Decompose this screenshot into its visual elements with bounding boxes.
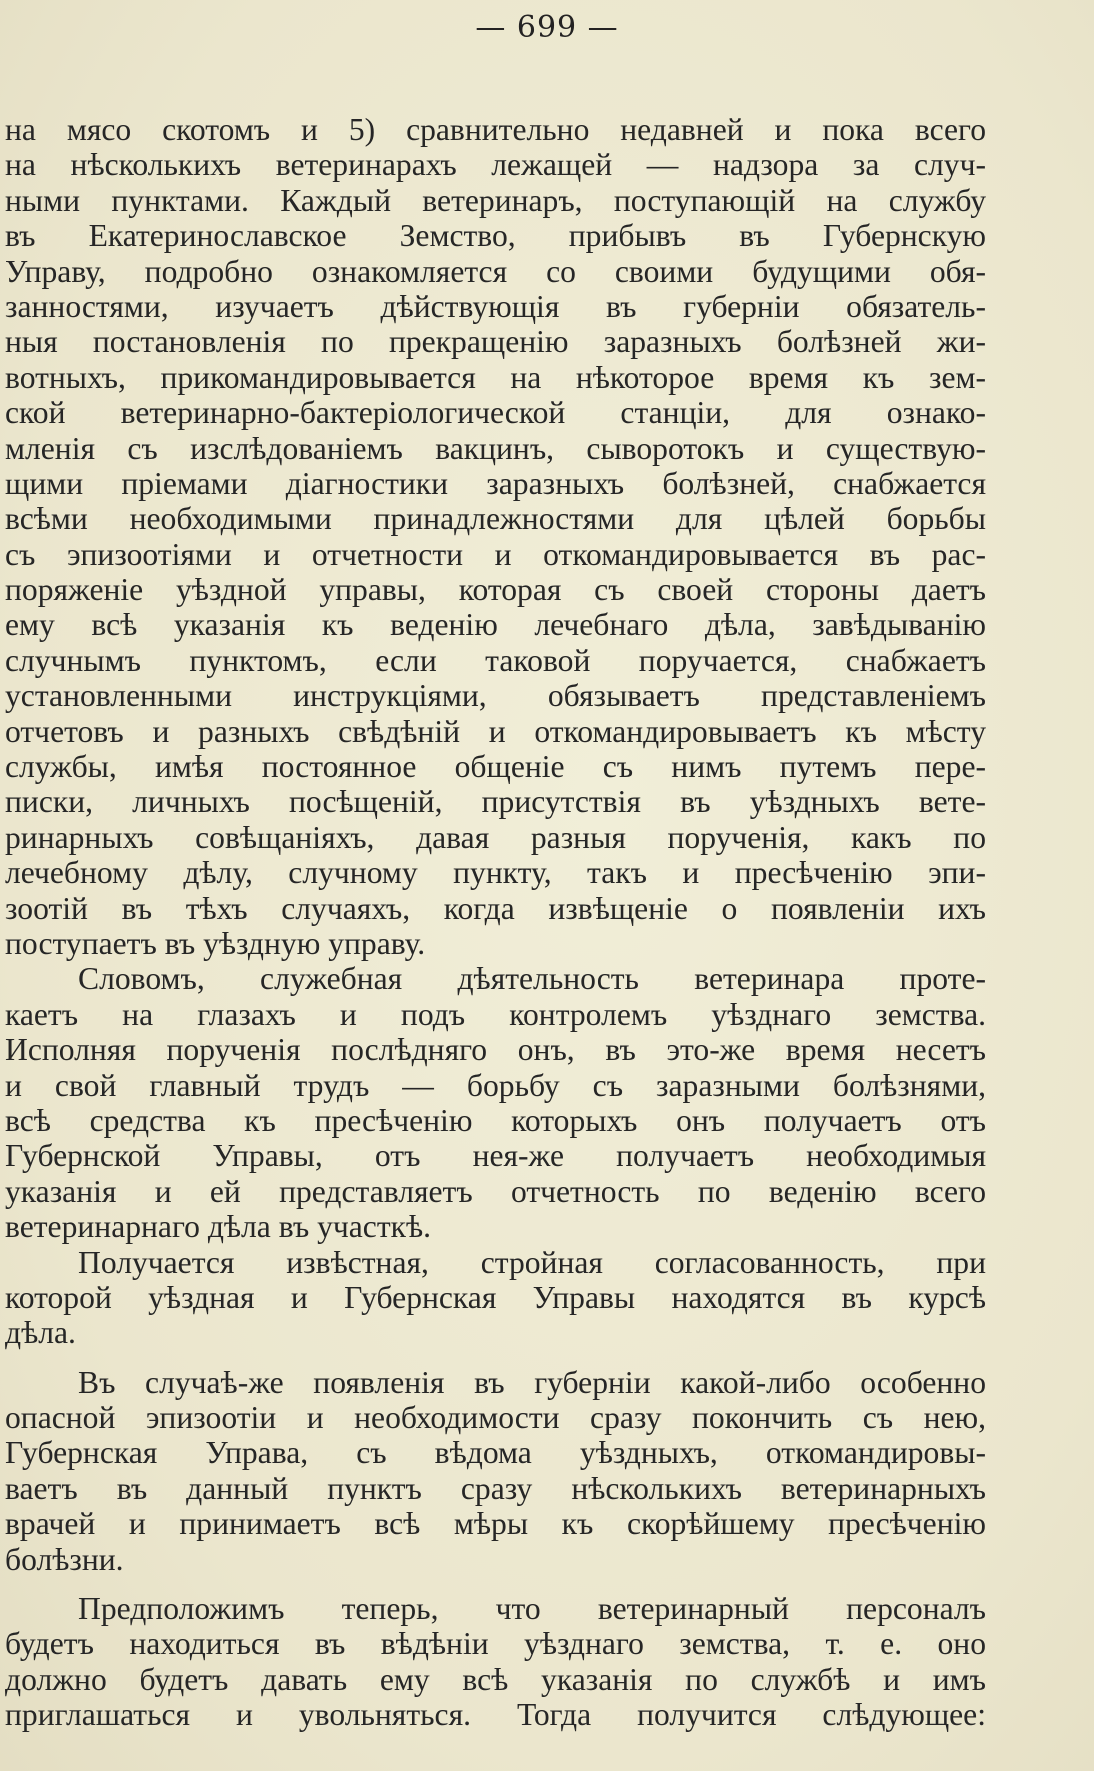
- text-line: дѣла.: [5, 1315, 76, 1351]
- text-line: писки, личныхъ посѣщеній, присутствія въ уѣздныхъ вете-: [5, 784, 986, 820]
- text-line: каетъ на глазахъ и подъ контролемъ уѣзднаго земства.: [5, 996, 986, 1032]
- text-line: будетъ находиться въ вѣдѣніи уѣзднаго земства, т. е. оно: [5, 1626, 986, 1662]
- text-line: Предположимъ теперь, что ветеринарный персоналъ: [78, 1591, 986, 1627]
- paragraph: [5, 1591, 986, 1733]
- page-number: — 699 —: [475, 10, 619, 45]
- paragraph: [5, 961, 986, 1244]
- text-line: службы, имѣя постоянное общеніе съ нимъ путемъ пере-: [5, 749, 986, 785]
- text-line: на мясо скотомъ и 5) сравнительно недавней и пока всего: [5, 112, 986, 147]
- text-line: Въ случаѣ-же появленія въ губерніи какой-либо особенно: [78, 1364, 986, 1400]
- text-line: съ эпизоотіями и отчетности и откомандировывается въ рас-: [5, 536, 986, 572]
- text-line: ныя постановленія по прекращенію заразныхъ болѣзней жи-: [5, 324, 986, 360]
- text-line: приглашаться и увольняться. Тогда получится слѣдующее:: [5, 1697, 986, 1733]
- text-line: вотныхъ, прикомандировывается на нѣкоторое время къ зем-: [5, 359, 986, 395]
- text-line: лечебному дѣлу, случному пункту, такъ и пресѣченію эпи-: [5, 855, 986, 891]
- body-text: [5, 112, 986, 1733]
- text-line: Губернская Управа, съ вѣдома уѣздныхъ, откомандировы-: [5, 1435, 986, 1471]
- text-line: щими пріемами діагностики заразныхъ болѣзней, снабжается: [5, 465, 986, 501]
- text-line: ринарныхъ совѣщаніяхъ, давая разныя порученія, какъ по: [5, 819, 986, 855]
- text-line: Губернской Управы, отъ нея-же получаетъ необходимыя: [5, 1138, 986, 1174]
- text-line: установленными инструкціями, обязываетъ представленіемъ: [5, 678, 986, 714]
- text-line: ему всѣ указанія къ веденію лечебнаго дѣла, завѣдыванію: [5, 607, 986, 643]
- text-line: случнымъ пунктомъ, если таковой поручается, снабжаетъ: [5, 642, 986, 678]
- text-line: ными пунктами. Каждый ветеринаръ, поступающій на службу: [5, 182, 986, 218]
- text-line: на нѣсколькихъ ветеринарахъ лежащей — надзора за случ-: [5, 147, 986, 183]
- text-line: занностями, изучаетъ дѣйствующія въ губерніи обязатель-: [5, 288, 986, 324]
- text-line: мленія съ изслѣдованіемъ вакцинъ, сыворотокъ и существую-: [5, 430, 986, 466]
- text-line: ской ветеринарно-бактеріологической станціи, для ознако-: [5, 395, 986, 431]
- text-line: указанія и ей представляетъ отчетность по веденію всего: [5, 1173, 986, 1209]
- text-line: которой уѣздная и Губернская Управы находятся въ курсѣ: [5, 1279, 986, 1315]
- text-line: Исполняя порученія послѣдняго онъ, въ это-же время несетъ: [5, 1032, 986, 1068]
- text-line: Управу, подробно ознакомляется со своими будущими обя-: [5, 253, 986, 289]
- text-line: поряженіе уѣздной управы, которая съ своей стороны даетъ: [5, 572, 986, 608]
- text-line: отчетовъ и разныхъ свѣдѣній и откомандировываетъ къ мѣсту: [5, 713, 986, 749]
- text-line: опасной эпизоотіи и необходимости сразу покончить съ нею,: [5, 1400, 986, 1436]
- text-line: Получается извѣстная, стройная согласованность, при: [78, 1244, 986, 1280]
- text-line: всѣ средства къ пресѣченію которыхъ онъ получаетъ отъ: [5, 1102, 986, 1138]
- text-line: болѣзни.: [5, 1541, 124, 1577]
- paragraph: [5, 1365, 986, 1577]
- text-line: всѣми необходимыми принадлежностями для цѣлей борьбы: [5, 501, 986, 537]
- paragraph-gap: [5, 1351, 986, 1365]
- text-line: Словомъ, служебная дѣятельность ветеринара протe-: [78, 961, 986, 997]
- text-line: и свой главный трудъ — борьбу съ заразными болѣзнями,: [5, 1067, 986, 1103]
- paragraph-gap: [5, 1577, 986, 1591]
- paragraph: [5, 1245, 986, 1351]
- text-line: ваетъ въ данный пунктъ сразу нѣсколькихъ ветеринарныхъ: [5, 1470, 986, 1506]
- text-line: въ Екатеринославское Земство, прибывъ въ Губернскую: [5, 218, 986, 254]
- text-line: поступаетъ въ уѣздную управу.: [5, 925, 426, 961]
- paragraph: [5, 112, 986, 961]
- text-line: зоотій въ тѣхъ случаяхъ, когда извѣщеніе о появленіи ихъ: [5, 890, 986, 926]
- text-line: врачей и принимаетъ всѣ мѣры къ скорѣйшему пресѣченію: [5, 1506, 986, 1542]
- text-line: должно будетъ давать ему всѣ указанія по службѣ и имъ: [5, 1661, 986, 1697]
- text-line: ветеринарнаго дѣла въ участкѣ.: [5, 1209, 432, 1245]
